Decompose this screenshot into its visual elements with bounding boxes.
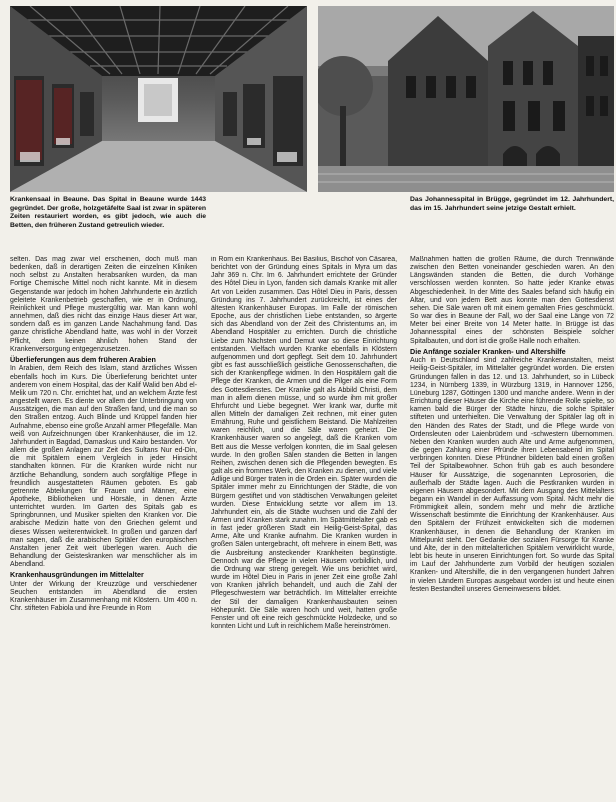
col3-paragraph: Auch in Deutschland sind zahlreiche Krankenanstalten, meist Heilig-Geist-Spitäler, im Mittelalter gegründet worden. Die ersten Gründungen fallen in das 12. und 13. Jahrhundert, so in Lübeck 1234, in Nürnberg 1339, in Würzburg 1319, in Hannover 1256, Lüneburg 1287, Göttingen 1300 und manche andere. Wenn in der Errichtung dieser Häuser die Kirche eine führende Rolle spielte, so kamen bald die Bürger der Städte hinzu, die solche Spitäler stifteten und unterhielten. Die Verwaltung der Spitäler lag oft in den Händen des Rates der Stadt, und die Pflege wurde von Ordensleuten oder Laienbrüdern und -schwestern übernommen. Neben den Kranken wurden auch Alte und Arme aufgenommen, die gegen Zahlung einer Pfründe ihren Lebensabend im Spital verbringen konnten. Diese Pfründner bildeten bald einen großen Teil der Spitalbewohner. Schon früh gab es auch besondere Häuser für Aussätzige, die sogenannten Leprosorien, die außerhalb der Städte lagen. Auch die Pestkranken wurden in eigenen Häusern abgesondert. Mit dem Ausgang des Mittelalters begann ein Wandel in der Auffassung vom Spital. Nicht mehr die Frömmigkeit allein, sondern mehr und mehr die ärztliche Wissenschaft bestimmte die Einrichtung der Krankenhäuser. Aus den Spitälern der Frühzeit entwickelten sich die modernen Krankenhäuser, in denen die Behandlung der Kranken im Mittelpunkt steht. Der Gedanke der sozialen Fürsorge für Kranke und Alte, der in den mittelalterlichen Spitälern verwirklicht wurde, lebt bis heute in unseren Einrichtungen fort. So wurde das Spital im Lauf der Jahrhunderte zum Vorbild der heutigen sozialen Kranken- und Altershilfe, die in den vergangenen hundert Jahren in vielen Ländern Europas ausgebaut worden ist und heute einen festen Bestandteil unseres Gemeinwesens bildet. — [410, 357, 614, 593]
col2-paragraph: in Rom ein Krankenhaus. Bei Basilius, Bischof von Cäsarea, berichtet von der Gründung eines Spitals in Myra um das Jahr 369 n. Chr. Im 6. Jahrhundert errichtete der Gründer des Hôtel Dieu in Lyon, fanden sich damals Kranke mit aller Art von Leiden zusammen. Das Hôtel Dieu in Paris, dessen Gründung ins 7. Jahrhundert zurückreicht, ist eines der ältesten Krankenhäuser Europas. Im Falle der römischen Epoche, aus der christlichen Liebe entstanden, so ärgerte sich das Abendland von der Zeit des Christentums an, im Abendland Hospitäler zu errichten. Durch die christliche Liebe zum Nächsten und Demut war so diese Einrichtung entstanden. Vielfach wurden Kranke ebenfalls in Klöstern aufgenommen und dort gepflegt. Seit dem 10. Jahrhundert gibt es fast ausschließlich geistliche Genossenschaften, die sich der Krankenpflege widmen. In den Hospitälern galt die Pflege der Kranken, die Armen und die Pilger als eine Form des Gottesdienstes. Der Kranke galt als Abbild Christi, dem man in allem dienen müsse, und so wurde ihm mit großer Ehrfurcht und Liebe begegnet. Wer krank war, durfte mit allen Mitteln der damaligen Zeit rechnen, mit einer guten Ernährung, Ruhe und geistlichem Beistand. Die Mahlzeiten waren reichlich, und die Säle waren geheizt. Die Krankenhäuser waren so angelegt, daß die Kranken vom Bett aus die Messe verfolgen konnten, die im Saal gelesen wurde. In den großen Sälen standen die Betten in langen Reihen, zwischen denen sich die Pflegenden bewegten. Es galt als ein frommes Werk, den Kranken zu dienen, und viele Adlige und Bürger traten in die Orden ein. Später wurden die Spitäler immer mehr zu Einrichtungen der Städte, die von Bürgern gestiftet und von städtischen Verwaltungen geleitet wurden. Diese Entwicklung setzte vor allem im 13. Jahrhundert ein, als die Städte wuchsen und die Zahl der Armen und Kranken stark zunahm. Im Spätmittelalter gab es in fast jeder größeren Stadt ein Heilig-Geist-Spital, das Arme, Alte und Kranke aufnahm. Die Kranken wurden in großen Sälen untergebracht, oft mehrere in einem Bett, was die Ausbreitung ansteckender Krankheiten begünstigte. Dennoch war die Pflege in vielen Häusern vorbildlich, und die Ordnung war streng geregelt. Wie uns berichtet wird, wurde im Hôtel Dieu in Paris in jener Zeit eine große Zahl von Kranken jährlich behandelt, und auch die Zahl der Pflegeschwestern war beträchtlich. Im Mittelalter erreichte der Stil der damaligen Krankenhausbauten seinen Höhepunkt. Die Säle waren hoch und weit, hatten große Fenster und oft eine reich geschmückte Holzdecke, und so konnten Licht und Luft in reichlichem Maße hereinströmen. — [211, 256, 397, 631]
right-photo-caption: Das Johannesspital in Brügge, gegründet im 12. Jahrhundert, das im 15. Jahrhundert seine jetzige Gestalt erhielt. — [410, 196, 614, 212]
text-column-2 — [211, 256, 397, 800]
section-heading-arabia: Überlieferungen aus dem früheren Arabien — [10, 354, 156, 364]
col1-paragraph: Unter der Wirkung der Kreuzzüge und verschiedener Seuchen entstanden im Abendland die ersten Krankenhäuser im Zusammenhang mit Klöstern. Um 400 n. Chr. stifteten Fabiola und ihre Freunde in Rom — [10, 580, 197, 613]
col1-paragraph: In Arabien, dem Reich des Islam, stand ärztliches Wissen ebenfalls hoch im Kurs. Die Überlieferung berichtet unter anderem von einem Hospital, das der Kalif Walid ben Abd el-Melik um 720 n. Chr. errichtet hat, und an welchem Ärzte fest angestellt waren. Es diente vor allem der Unterbringung von Aussätzigen, die man auf den Straßen fand, und die man so den Straßen entzog. Auch Blinde und Krüppel fanden hier Aufnahme, ebenso eine große Anzahl armer Pflegefälle. Man weiß von Aufzeichnungen über Krankenhäuser, die im 12. Jahrhundert in Bagdad, Damaskus und Kairo bestanden. Vor allem die großen Anlagen zur Zeit des Sultans Nur ed-Din, die mit Spitälern einem Vergleich in jeder Hinsicht standhalten können. Für die Kranken wurde nicht nur ärztliche Behandlung, sondern auch sorgfältige Pflege in freundlich ausgestatteten Räumen geboten. Es gab getrennte Abteilungen für Frauen und Männer, eine Apotheke, Bibliotheken und Hörsäle, in denen Ärzte unterrichtet wurden. Im Garten des Spitals gab es Springbrunnen, und Musiker spielten den Kranken vor. Die arabische Medizin hatte von den Griechen gelernt und dieses Wissen weiterentwickelt. In großen und ganzen darf man sagen, daß die arabischen Spitäler den europäischen Anstalten jener Zeit weit überlegen waren. Auch die Behandlung der Geisteskranken war menschlicher als im Abendland. — [10, 365, 197, 569]
bruges-hospital-photo — [318, 6, 614, 192]
col3-paragraph: Maßnahmen hatten die großen Räume, die durch Trennwände zwischen den Betten voneinander geschieden waren. An den Längswänden standen die Betten, die durch Vorhänge verschlossen werden konnten. So hatte jeder Kranke etwas Abgeschiedenheit. In der Mitte des Saales befand sich häufig ein Altar, und von jedem Bett aus konnte man den Gottesdienst sehen. Die Säle waren oft mit einem gemalten Fries geschmückt. So war dies in Beaune der Fall, wo der Saal eine Länge von 72 Meter bei einer Breite von 14 Meter hatte. In Brügge ist das Johannesspital eines der schönsten Beispiele solcher Spitalbauten, und dort ist die große Halle noch erhalten. — [410, 256, 614, 345]
section-heading-social-care: Die Anfänge sozialer Kranken- und Altershilfe — [410, 346, 566, 356]
hospital-hall-photo — [10, 6, 307, 192]
bruges-hospital-image — [318, 6, 614, 192]
section-heading-middle-ages: Krankenhausgründungen im Mittelalter — [10, 570, 144, 580]
left-photo-caption: Krankensaal in Beaune. Das Spital in Beaune wurde 1443 gegründet. Der große, holzgetäfelte Saal ist zwar in späteren Zeiten restauriert worden, es gibt jedoch, wie auch die Betten, den früheren Zustand getreulich wieder. — [10, 196, 206, 229]
hospital-hall-image — [10, 6, 307, 192]
text-column-1 — [10, 256, 197, 800]
col1-paragraph: selten. Das mag zwar viel erscheinen, doch muß man bedenken, daß in derartigen Zeiten die einzelnen Kliniken noch selbst zu Anstalten herabsanken wurden, da man Fortige Chemische Mittel noch nicht kannte. Mit in diesem Gegenstande war jedoch im hohen Jahrhunderte ein ärztlich geleitete Krankenbetrieb geschaffen, wie er in Ordnung, Reinlichkeit und Pflege mustergültig war. Man kann wohl annehmen, daß dies nicht das einzige Haus dieser Art war, sondern daß es im ganzen Lande Nachahmung fand. Das ganze christliche Abendland hatte, was wohl in der Vorzeit Pflicht, dem keinen ähnlich hohen Stand der Krankenversorgung entgegenzusetzen. — [10, 256, 197, 353]
text-column-3 — [410, 256, 614, 800]
